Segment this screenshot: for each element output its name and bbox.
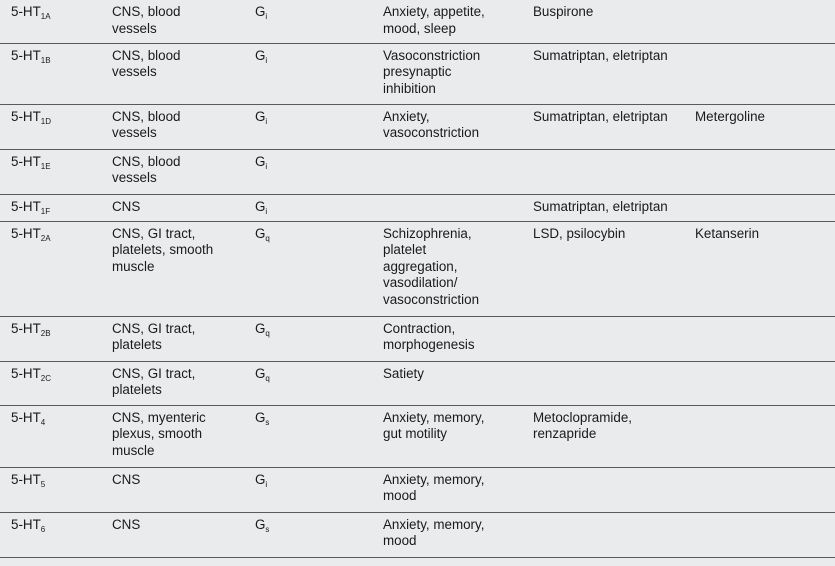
location-text: CNS xyxy=(112,516,141,532)
gprotein-name: G xyxy=(255,47,266,63)
antagonist-cell xyxy=(691,104,835,149)
table-row xyxy=(0,221,835,316)
function-cell xyxy=(370,43,521,104)
agonist-cell xyxy=(521,0,691,43)
function-cell xyxy=(370,467,521,512)
receptor-subtype: 1B xyxy=(40,55,51,65)
antagonist-cell xyxy=(691,194,835,221)
gprotein-name: G xyxy=(255,409,266,425)
agonist-cell xyxy=(521,104,691,149)
gprotein-name: G xyxy=(255,4,266,19)
receptor-subtype: 1A xyxy=(40,12,51,21)
antagonist-cell xyxy=(691,512,835,557)
function-cell xyxy=(370,221,521,316)
antagonist-text: Ketanserin xyxy=(695,225,760,241)
agonist-cell xyxy=(521,194,691,221)
receptor-name: 5-HT xyxy=(11,409,41,425)
gprotein-cell xyxy=(243,0,370,43)
table-row xyxy=(0,405,835,467)
table-row xyxy=(0,512,835,557)
function-cell xyxy=(370,0,521,43)
agonist-text: LSD, psilocybin xyxy=(533,225,626,241)
agonist-text: Sumatriptan, eletriptan xyxy=(533,47,668,63)
receptor-cell xyxy=(0,221,101,316)
function-cell xyxy=(370,149,521,194)
function-text: Anxiety, memory, mood xyxy=(383,471,485,503)
agonist-text: Sumatriptan, eletriptan xyxy=(533,198,668,214)
function-text: Satiety xyxy=(383,365,424,381)
agonist-text: Metoclopramide, renzapride xyxy=(533,409,632,441)
gprotein-subtype: i xyxy=(265,12,268,21)
location-cell xyxy=(101,194,243,221)
gprotein-name: G xyxy=(255,516,266,532)
function-cell xyxy=(370,405,521,467)
receptor-cell xyxy=(0,149,101,194)
agonist-cell xyxy=(521,405,691,467)
agonist-cell xyxy=(521,149,691,194)
gprotein-name: G xyxy=(255,365,266,381)
antagonist-cell xyxy=(691,361,835,405)
location-cell xyxy=(101,43,243,104)
table-row xyxy=(0,104,835,149)
agonist-cell xyxy=(521,467,691,512)
function-cell xyxy=(370,512,521,557)
location-cell xyxy=(101,361,243,405)
receptor-name: 5-HT xyxy=(11,320,41,336)
gprotein-name: G xyxy=(255,471,266,487)
receptor-subtype: 1E xyxy=(40,161,51,171)
location-cell xyxy=(101,0,243,43)
gprotein-cell xyxy=(243,194,370,221)
receptor-subtype: 2B xyxy=(40,328,51,338)
location-text: CNS, GI tract, platelets xyxy=(112,365,196,397)
receptor-subtype: 2A xyxy=(40,233,51,243)
gprotein-subtype: i xyxy=(265,161,268,171)
antagonist-cell xyxy=(691,467,835,512)
receptor-cell xyxy=(0,405,101,467)
location-text: CNS xyxy=(112,198,141,214)
gprotein-subtype: i xyxy=(265,116,268,126)
function-cell xyxy=(370,194,521,221)
agonist-text: Buspirone xyxy=(533,4,594,19)
receptor-subtype: 1D xyxy=(40,116,51,126)
receptor-name: 5-HT xyxy=(11,225,41,241)
location-text: CNS, blood vessels xyxy=(112,47,181,79)
receptor-cell xyxy=(0,467,101,512)
gprotein-subtype: s xyxy=(265,524,270,534)
gprotein-subtype: q xyxy=(265,328,270,338)
gprotein-cell xyxy=(243,149,370,194)
function-text: Anxiety, memory, gut motility xyxy=(383,409,485,441)
table-row xyxy=(0,361,835,405)
gprotein-subtype: i xyxy=(265,55,268,65)
location-text: CNS, GI tract, platelets, smooth muscle xyxy=(112,225,214,274)
function-text: Schizophrenia, platelet aggregation, vasodilation/ vasoconstriction xyxy=(383,225,480,307)
receptor-subtype: 4 xyxy=(40,417,46,427)
location-cell xyxy=(101,512,243,557)
receptor-name: 5-HT xyxy=(11,471,41,487)
table-row xyxy=(0,467,835,512)
location-cell xyxy=(101,405,243,467)
table-row xyxy=(0,194,835,221)
receptor-cell xyxy=(0,0,101,43)
antagonist-text: Metergoline xyxy=(695,108,765,124)
function-cell xyxy=(370,361,521,405)
location-cell xyxy=(101,467,243,512)
gprotein-name: G xyxy=(255,153,266,169)
receptor-cell xyxy=(0,194,101,221)
receptor-subtype: 5 xyxy=(40,479,46,489)
function-text: Anxiety, memory, mood xyxy=(383,516,485,548)
antagonist-cell xyxy=(691,316,835,361)
gprotein-subtype: i xyxy=(265,206,268,216)
receptor-name: 5-HT xyxy=(11,516,41,532)
table-row xyxy=(0,316,835,361)
gprotein-cell xyxy=(243,361,370,405)
location-text: CNS, GI tract, platelets xyxy=(112,320,196,352)
function-cell xyxy=(370,104,521,149)
function-text: Anxiety, appetite, mood, sleep xyxy=(383,4,485,36)
gprotein-name: G xyxy=(255,320,266,336)
receptor-name: 5-HT xyxy=(11,198,41,214)
receptor-cell xyxy=(0,316,101,361)
receptor-subtype: 1F xyxy=(40,206,51,216)
table-row xyxy=(0,149,835,194)
receptor-subtype: 2C xyxy=(40,373,51,383)
receptor-subtype: 6 xyxy=(40,524,46,534)
gprotein-cell xyxy=(243,221,370,316)
gprotein-cell xyxy=(243,467,370,512)
receptor-name: 5-HT xyxy=(11,108,41,124)
gprotein-name: G xyxy=(255,198,266,214)
function-cell xyxy=(370,316,521,361)
receptor-cell xyxy=(0,104,101,149)
gprotein-subtype: q xyxy=(265,373,270,383)
antagonist-cell xyxy=(691,221,835,316)
antagonist-cell xyxy=(691,43,835,104)
gprotein-subtype: q xyxy=(265,233,270,243)
gprotein-cell xyxy=(243,43,370,104)
location-cell xyxy=(101,104,243,149)
receptor-cell xyxy=(0,43,101,104)
table-row xyxy=(0,43,835,104)
table-row xyxy=(0,0,835,43)
location-cell xyxy=(101,149,243,194)
receptor-cell xyxy=(0,361,101,405)
receptor-name: 5-HT xyxy=(11,4,41,19)
agonist-text: Sumatriptan, eletriptan xyxy=(533,108,668,124)
gprotein-subtype: s xyxy=(265,417,270,427)
agonist-cell xyxy=(521,221,691,316)
location-text: CNS, myenteric plexus, smooth muscle xyxy=(112,409,206,458)
function-text: Anxiety, vasoconstriction xyxy=(383,108,480,140)
gprotein-cell xyxy=(243,512,370,557)
location-cell xyxy=(101,316,243,361)
agonist-cell xyxy=(521,43,691,104)
agonist-cell xyxy=(521,316,691,361)
agonist-cell xyxy=(521,361,691,405)
function-text: Contraction, morphogenesis xyxy=(383,320,475,352)
gprotein-subtype: i xyxy=(265,479,268,489)
receptor-cell xyxy=(0,512,101,557)
function-text: Vasoconstriction presynaptic inhibition xyxy=(383,47,481,96)
agonist-cell xyxy=(521,512,691,557)
receptor-name: 5-HT xyxy=(11,153,41,169)
gprotein-cell xyxy=(243,405,370,467)
gprotein-cell xyxy=(243,104,370,149)
gprotein-cell xyxy=(243,316,370,361)
location-text: CNS, blood vessels xyxy=(112,4,181,36)
location-cell xyxy=(101,221,243,316)
location-text: CNS xyxy=(112,471,141,487)
antagonist-cell xyxy=(691,149,835,194)
gprotein-name: G xyxy=(255,108,266,124)
location-text: CNS, blood vessels xyxy=(112,108,181,140)
receptor-name: 5-HT xyxy=(11,365,41,381)
antagonist-cell xyxy=(691,405,835,467)
antagonist-cell xyxy=(691,0,835,43)
location-text: CNS, blood vessels xyxy=(112,153,181,185)
receptor-name: 5-HT xyxy=(11,47,41,63)
gprotein-name: G xyxy=(255,225,266,241)
